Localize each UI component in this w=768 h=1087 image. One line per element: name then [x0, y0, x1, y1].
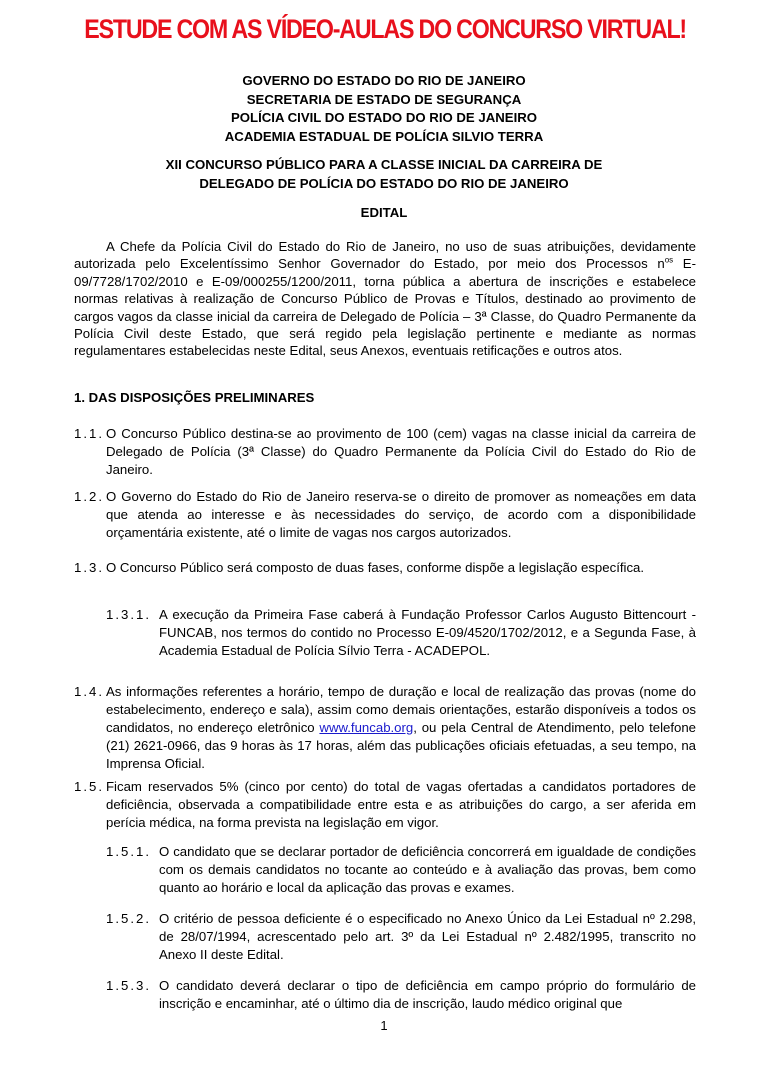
header-line-2: SECRETARIA DE ESTADO DE SEGURANÇA [246, 91, 522, 107]
page-number: 1 [380, 1018, 388, 1033]
header-line-3: POLÍCIA CIVIL DO ESTADO DO RIO DE JANEIRO [230, 110, 538, 125]
clause-text: O Concurso Público será composto de duas fases, conforme dispõe a legislação específica. [106, 560, 645, 575]
header-line-4: ACADEMIA ESTADUAL DE POLÍCIA SILVIO TERRA [224, 128, 544, 144]
clause-text: A execução da Primeira Fase caberá à Fundação Professor Carlos Augusto Bittencourt - FUNCAB, nos termos do contido no Processo E-09/4520/1702/2012, e a Segunda Fase, à Academia Estadual de Polícia Sílvio Terra - ACADEPOL. [159, 607, 696, 658]
clause-1-5 [74, 778, 696, 832]
contest-title [0, 156, 768, 193]
clause-number: 1.2. [74, 489, 104, 504]
clause-number: 1.3.1. [106, 607, 151, 622]
contest-line-2: DELEGADO DE POLÍCIA DO ESTADO DO RIO DE JANEIRO [199, 175, 569, 191]
intro-paragraph [74, 238, 696, 360]
clause-1-5-2 [106, 910, 696, 964]
clause-number: 1.5.3. [106, 978, 151, 993]
promo-banner: ESTUDE COM AS VÍDEO-AULAS DO CONCURSO VIRTUAL! [84, 14, 686, 44]
clause-number: 1.5.2. [106, 911, 151, 926]
contest-line-1: XII CONCURSO PÚBLICO PARA A CLASSE INICIAL DA CARREIRA DE [165, 157, 603, 172]
clause-text: O candidato deverá declarar o tipo de deficiência em campo próprio do formulário de inscrição e encaminhar, até o último dia de inscrição, laudo médico original que [159, 978, 696, 1011]
clause-text-b: , ou pela Central de Atendimento, pelo telefone (21) 2621-0966, das 9 horas às 17 horas, além das publicações oficiais efetuadas, a seu tempo, na Imprensa Oficial. [106, 720, 696, 771]
intro-text-a: A Chefe da Polícia Civil do Estado do Rio de Janeiro, no uso de suas atribuições, devidamente autorizada pelo Excelentíssimo Senhor Governador do Estado, por meio dos Processos n [74, 239, 696, 272]
clause-text: O candidato que se declarar portador de deficiência concorrerá em igualdade de condições com os demais candidatos no tocante ao conteúdo e à avaliação das provas, bem como quanto ao horário e local da aplicação das provas e exames. [159, 844, 696, 895]
intro-superscript: os [664, 256, 674, 266]
section-heading: 1. DAS DISPOSIÇÕES PRELIMINARES [74, 390, 315, 405]
intro-text-b: E-09/7728/1702/2010 e E-09/000255/1200/2011, torna pública a abertura de inscrições e estabelece normas relativas à realização de Concurso Público de Provas e Títulos, destinado ao provimento de cargos vagos da classe inicial da carreira de Delegado de Polícia – 3ª Classe, do Quadro Permanente da Polícia Civil deste Estado, que será regido pela legislação pertinente e mediante as normas regulamentares estabelecidas neste Edital, seus Anexos, eventuais retificações e outros atos. [74, 256, 696, 359]
clause-1-1 [74, 425, 696, 479]
clause-text: O critério de pessoa deficiente é o especificado no Anexo Único da Lei Estadual nº 2.298, de 28/07/1994, acrescentado pelo art. 3º da Lei Estadual nº 2.482/1995, transcrito no Anexo II deste Edital. [159, 911, 696, 962]
clause-1-2 [74, 488, 696, 542]
clause-number: 1.3. [74, 560, 104, 575]
clause-1-5-1 [106, 843, 696, 897]
clause-number: 1.5. [74, 779, 104, 794]
clause-1-4 [74, 683, 696, 773]
clause-number: 1.5.1. [106, 844, 151, 859]
clause-text [106, 683, 696, 773]
clause-text: O Governo do Estado do Rio de Janeiro reserva-se o direito de promover as nomeações em data que atenda ao interesse e às necessidades do serviço, de acordo com a disponibilidade orçamentária existente, até o limite de vagas nos cargos autorizados. [106, 489, 696, 540]
clause-text: Ficam reservados 5% (cinco por cento) do total de vagas ofertadas a candidatos portadores de deficiência, observada a compatibilidade entre esta e as atribuições do cargo, a ser aferida em perícia médica, na forma prevista na legislação em vigor. [106, 779, 696, 830]
header-line-1: GOVERNO DO ESTADO DO RIO DE JANEIRO [242, 73, 526, 88]
clause-text: O Concurso Público destina-se ao provimento de 100 (cem) vagas na classe inicial da carreira de Delegado de Polícia (3ª Classe) do Quadro Permanente da Polícia Civil do Estado do Rio de Janeiro. [106, 426, 696, 477]
clause-text-a: As informações referentes a horário, tempo de duração e local de realização das provas (nome do estabelecimento, endereço e sala), assim como demais orientações, estarão disponíveis a todos os candidatos, no endereço eletrônico [106, 684, 696, 735]
edital-heading: EDITAL [360, 205, 408, 220]
document-header [0, 72, 768, 146]
clause-1-3 [74, 559, 696, 577]
clause-number: 1.4. [74, 684, 104, 699]
funcab-link[interactable]: www.funcab.org [319, 720, 414, 735]
clause-1-5-3 [106, 977, 696, 1013]
clause-number: 1.1. [74, 426, 104, 441]
clause-1-3-1 [106, 606, 696, 660]
